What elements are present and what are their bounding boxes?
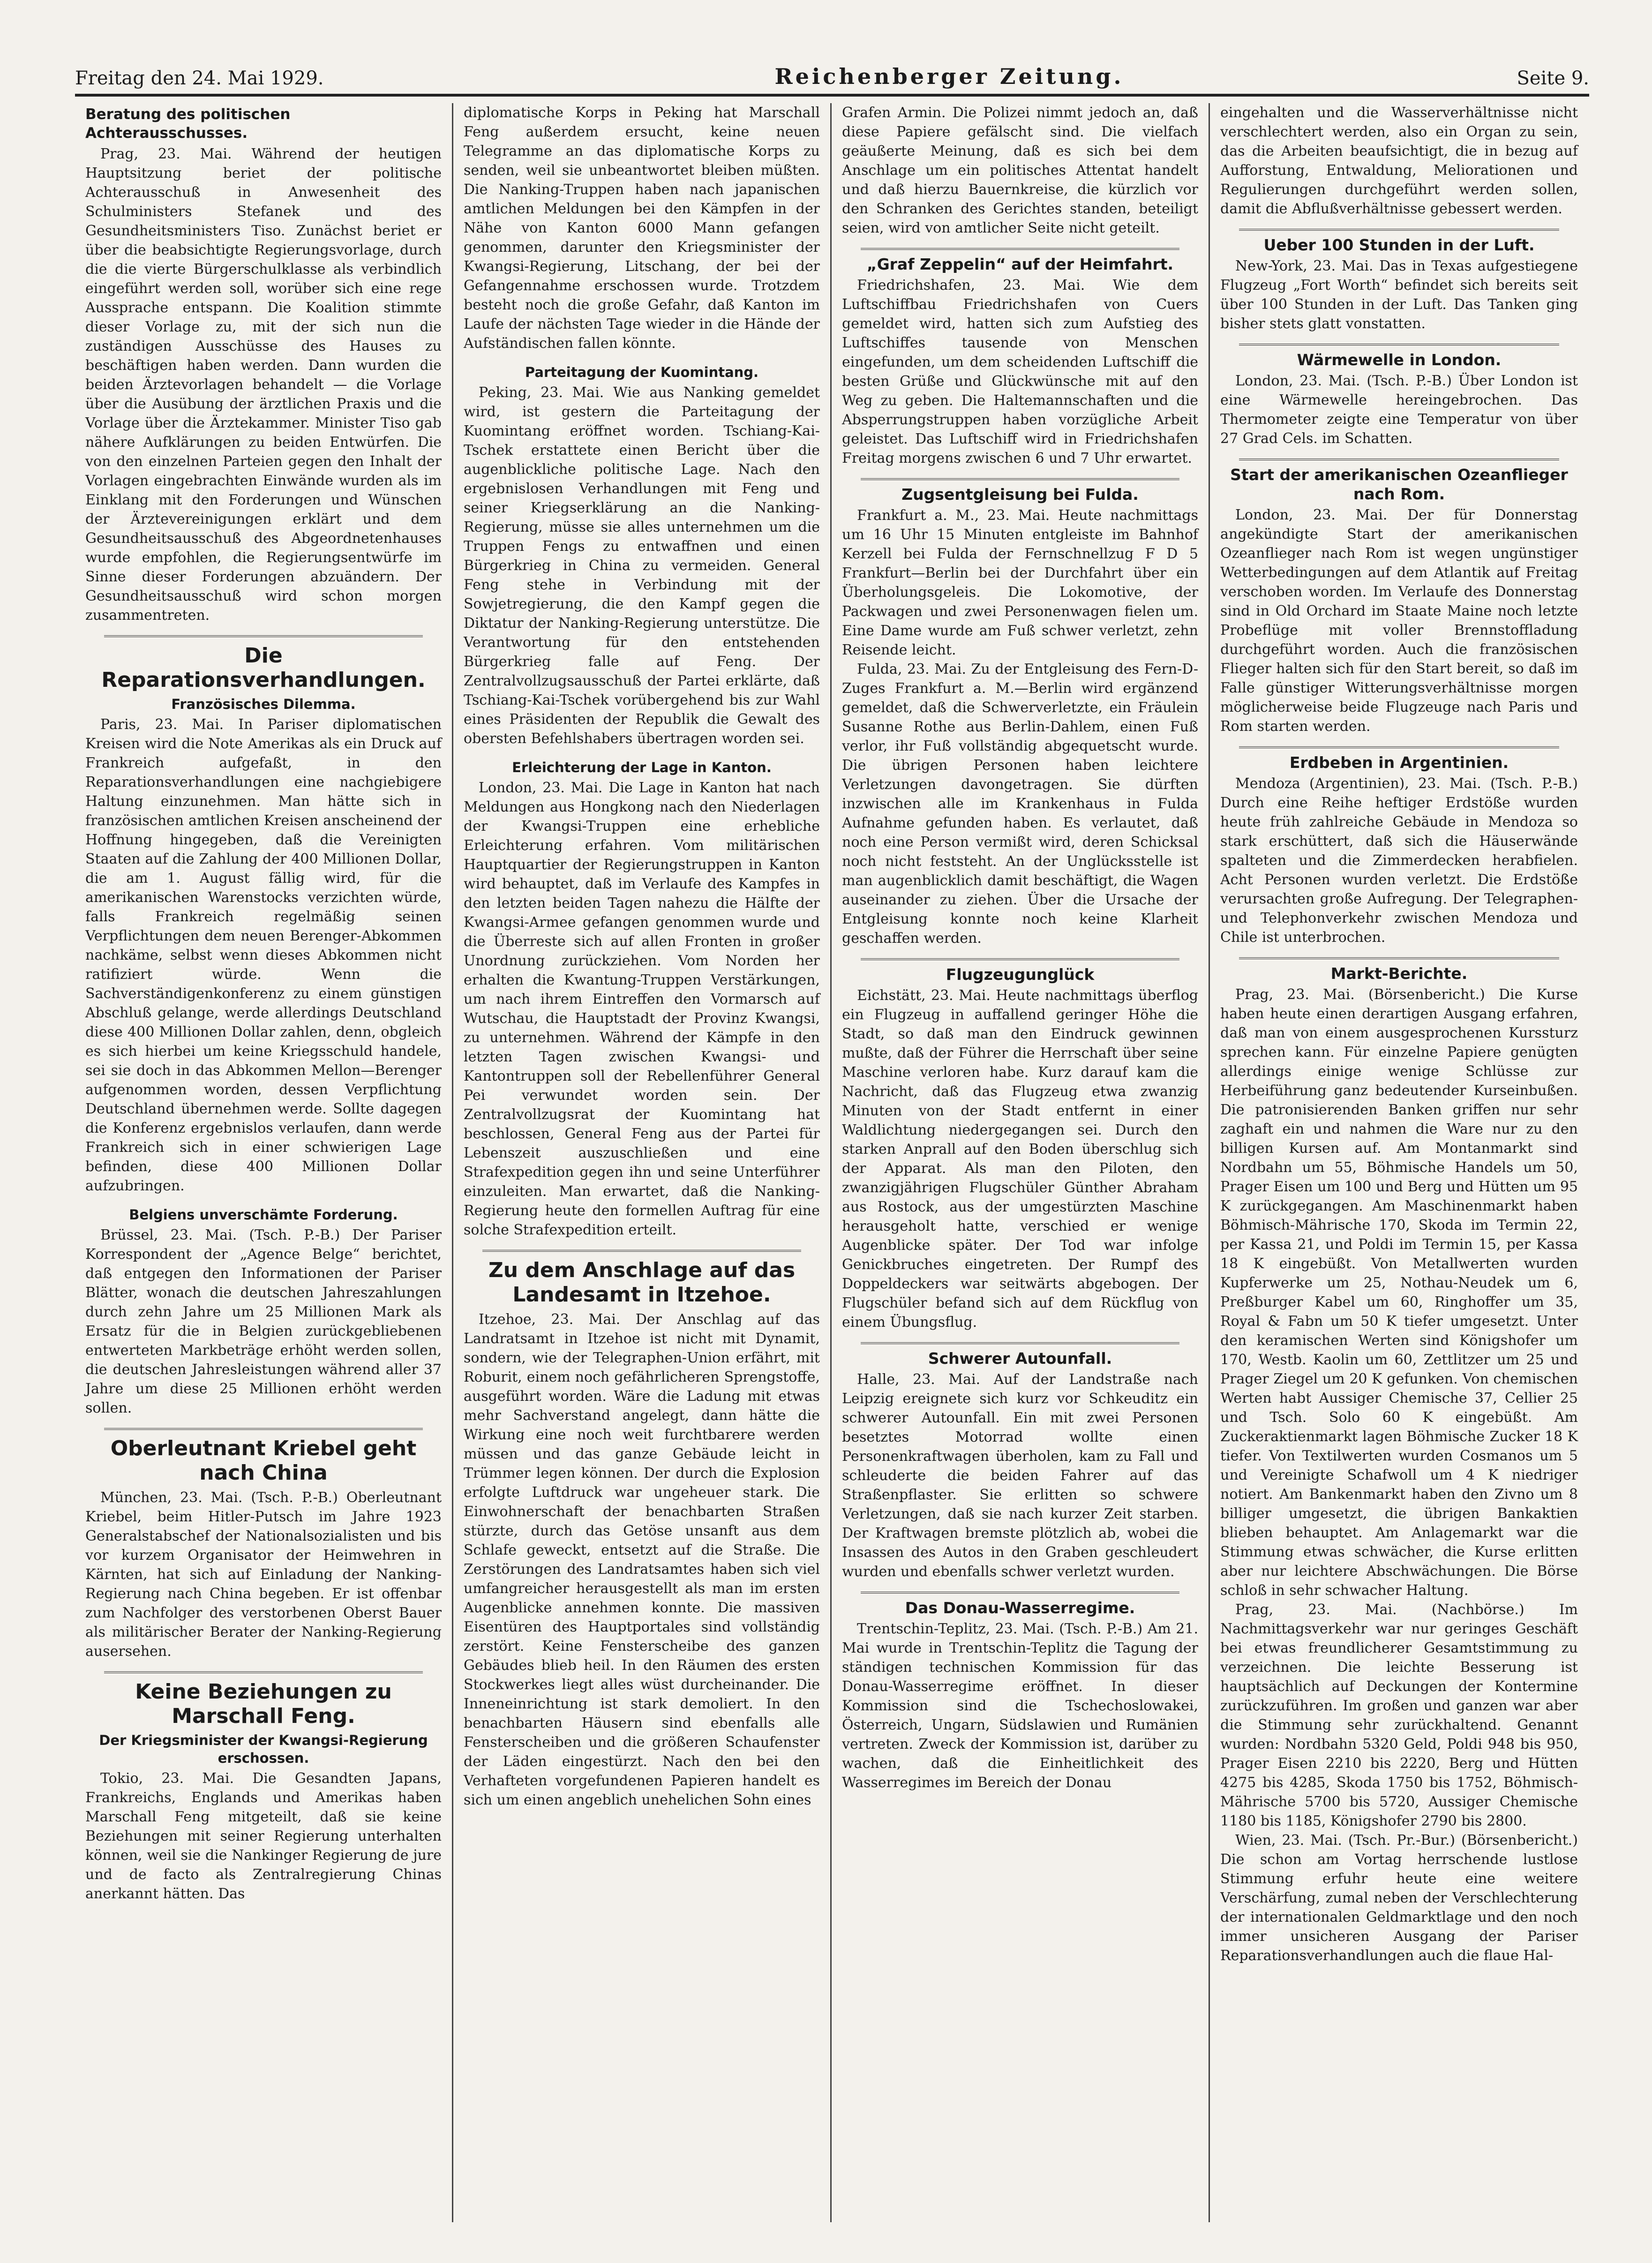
divider — [1239, 229, 1559, 231]
article-title: Schwerer Autounfall. — [928, 1349, 1112, 1368]
divider — [104, 1428, 423, 1430]
divider — [1239, 746, 1559, 748]
article-body: Tokio, 23. Mai. Die Gesandten Japans, Frankreichs, Englands und Amerikas haben Marschall Feng mitgeteilt, daß sie keine Beziehungen mit seiner Regierung unterhalten können, weil sie die Nankinger Regierung de jure und de facto als Zentralregierung Chinas anerkannt hätten. Das — [85, 1770, 442, 1902]
article-body: Frankfurt a. M., 23. Mai. Heute nachmittags um 16 Uhr 15 Minuten entgleiste im Bahnhof Kerzell bei Fulda der Fernschnellzug F D 5 Frankfurt—Berlin bei der Durchfahrt über ein Überholungsgeleis. Die Lokomotive, der Packwagen und zwei Personenwagen fielen um. Eine Dame wurde am Fuß schwer verletzt, zehn Reisende leicht. — [842, 507, 1198, 658]
article-body: Eichstätt, 23. Mai. Heute nachmittags überflog ein Flugzeug in auffallend geringer Höhe die Stadt, so daß man den Eindruck gewinnen mußte, daß der Führer die Herrschaft über seine Maschine verloren habe. Kurz darauf kam die Nachricht, daß das Flugzeug etwa zwanzig Minuten von der Stadt entfernt in einer Waldlichtung niedergegangen sei. Durch den starken Anprall auf den Boden überschlug sich der Apparat. Als man den Piloten, den zwanzigjährigen Flugschüler Günther Abraham aus Rostock, aus der umgestürzten Maschine herausgeholt hatte, verschied er wenige Augenblicke später. Der Tod war infolge Genickbruches eingetreten. Der Rumpf des Doppeldeckers war seitwärts abgebogen. Der Flugschüler befand sich auf dem Rückflug von einem Übungsflug. — [842, 987, 1198, 1331]
article — [842, 485, 1198, 948]
article-body: Itzehoe, 23. Mai. Der Anschlag auf das Landratsamt in Itzehoe ist nicht mit Dynamit, sondern, wie der Telegraphen-Union erfährt, mit Roburit, einem noch gefährlicheren Sprengstoffe, ausgeführt worden. Wäre die Ladung mit etwas mehr Sachverstand angelegt, dann hätte die Wirkung eine noch weit furchtbarere werden müssen und das ganze Gebäude leicht in Trümmer legen können. Der durch die Explosion erfolgte Luftdruck war ungeheuer stark. Die Einwohnerschaft der benachbarten Straßen stürzte, durch das Getöse unsanft aus dem Schlafe geweckt, entsetzt auf die Straße. Die Zerstörungen des Landratsamtes haben sich viel umfangreicher herausgestellt als man im ersten Augenblicke annehmen konnte. Die massiven Eisentüren des Hauptportales sind vollständig zerstört. Keine Fensterscheibe des ganzen Gebäudes blieb heil. In den Räumen des ersten Stockwerkes liegt alles wüst durcheinander. Die Inneneinrichtung ist stark demoliert. In den benachbarten Häusern sind ebenfalls alle Fensterscheiben und die größeren Schaufenster der Läden eingestürzt. Nach den bei den Verhafteten vorgefundenen Papieren handelt es sich um einen angeblich unehelichen Sohn eines — [464, 1311, 820, 1808]
article-title: Markt-Berichte. — [1330, 964, 1468, 983]
article — [85, 1680, 442, 1903]
column-4 — [1210, 103, 1588, 2222]
divider — [1239, 957, 1559, 959]
article-title: Wärmewelle in London. — [1297, 351, 1502, 369]
article — [842, 965, 1198, 1332]
column-3 — [832, 103, 1210, 2222]
article-title: Beratung des politischen Achterausschusses. — [85, 106, 291, 142]
article-body: eingehalten und die Wasserverhältnisse nicht verschlechtert werden, also ein Organ zu sein, das die Arbeiten beaufsichtigt, die in bezug auf Aufforstung, Entwaldung, Meliorationen und Regulierungen durchgeführt werden sollen, damit die Abflußverhältnisse gebessert werden. — [1220, 105, 1578, 217]
issue-date: Freitag den 24. Mai 1929. — [75, 68, 324, 89]
divider — [1239, 459, 1559, 460]
article-body: London, 23. Mai. Der für Donnerstag angekündigte Start der amerikanischen Ozeanflieger nach Rom ist wegen ungünstiger Wetterbedingungen auf dem Atlantik auf Freitag verschoben worden. Im Verlaufe des Donnerstag sind in Old Orchard im Staate Maine noch letzte Probeflüge mit voller Brennstoffladung durchgeführt worden. Auch die französischen Flieger halten sich für den Start bereit, so daß im Falle günstiger Witterungsverhältnisse morgen möglicherweise beide Flugzeuge nach Paris und Rom starten werden. — [1220, 507, 1578, 735]
article-body: Prag, 23. Mai. (Nachbörse.) Im Nachmittagsverkehr war nur geringes Geschäft bei etwas freundlicherer Gesamtstimmung zu verzeichnen. Die leichte Besserung ist hauptsächlich auf Deckungen der Kontermine zurückzuführen. Im großen und ganzen war aber die Stimmung sehr zurückhaltend. Genannt wurden: Nordbahn 5320 Geld, Poldi 948 bis 950, Prager Eisen 2210 bis 2220, Berg und Hütten 4275 bis 4285, Skoda 1750 bis 1752, Böhmisch-Mährische 5700 bis 5720, Aussiger Chemische 1180 bis 1185, Königshofer 2790 bis 2800. — [1220, 1601, 1578, 1829]
article-body: Mendoza (Argentinien), 23. Mai. (Tsch. P.-B.) Durch eine Reihe heftiger Erdstöße wurden heute früh zahlreiche Gebäude in Mendoza so stark erschüttert, daß sich die Häuserwände spalteten und die Zimmerdecken herabfielen. Acht Personen wurden verletzt. Die Erdstöße verursachten große Aufregung. Der Telegraphen- und Telephonverkehr zwischen Mendoza und Chile ist unterbrochen. — [1220, 775, 1578, 946]
article-title: Parteitagung der Kuomintang. — [525, 364, 759, 380]
article — [842, 1349, 1198, 1581]
divider — [104, 635, 423, 637]
article — [85, 644, 442, 1195]
divider — [861, 1592, 1179, 1594]
article-body: New-York, 23. Mai. Das in Texas aufgestiegene Flugzeug „Fort Worth“ befindet sich bereits seit über 100 Stunden in der Luft. Das Tanken ging bisher stets glatt vonstatten. — [1220, 258, 1578, 332]
article — [1220, 235, 1578, 333]
article-subtitle: Der Kriegsminister der Kwangsi-Regierung erschossen. — [99, 1732, 428, 1766]
divider — [1239, 344, 1559, 346]
divider — [482, 1250, 801, 1252]
article-title: Ueber 100 Stunden in der Luft. — [1263, 236, 1535, 254]
article — [464, 363, 820, 748]
divider — [861, 1342, 1179, 1344]
article-body: London, 23. Mai. (Tsch. P.-B.) Über London ist eine Wärmewelle hereingebrochen. Das Thermometer zeigte eine Temperatur von über 27 Grad Cels. im Schatten. — [1220, 373, 1578, 447]
article — [1220, 964, 1578, 1965]
article-body: Prag, 23. Mai. Während der heutigen Hauptsitzung beriet der politische Achterausschuß in Anwesenheit des Schulministers Stefanek und des Gesundheitsministers Tiso. Zunächst beriet er über die beabsichtigte Regierungsvorlage, durch die die vierte Bürgerschulklasse als verbindlich eingeführt werden soll, worüber sich eine rege Aussprache entspann. Die Koalition stimmte dieser Vorlage zu, mit der sich nun die zuständigen Ausschüsse des Hauses zu beschäftigen haben werden. Dann wurden die beiden Ärztevorlagen behandelt — die Vorlage über die Ausübung der ärztlichen Praxis und die Vorlage über die Ärztekammer. Minister Tiso gab nähere Aufklärungen zu beiden Entwürfen. Die von den einzelnen Parteien gegen den Inhalt der Vorlagen eingebrachten Einwände wurden als im Einklang mit den Forderungen und Wünschen der Ärztevereinigungen erklärt und dem Gesundheitsausschuß des Abgeordnetenhauses wurde empfohlen, die Regierungsentwürfe im Sinne dieser Forderungen abzuändern. Der Gesundheitsausschuß wird schon morgen zusammentreten. — [85, 146, 442, 624]
article-body: Fulda, 23. Mai. Zu der Entgleisung des Fern-D-Zuges Frankfurt a. M.—Berlin wird ergänzend gemeldet, daß die Schwerverletzte, ein Fräulein Susanne Rothe aus Berlin-Dahlem, einen Fuß verlor, ihr Fuß vollständig abgequetscht wurde. Die übrigen Personen haben leichtere Verletzungen davongetragen. Sie dürften inzwischen alle im Krankenhaus in Fulda Aufnahme gefunden haben. Es verlautet, daß noch eine Person vermißt wird, deren Schicksal noch nicht feststeht. An der Unglücksstelle ist man augenblicklich damit beschäftigt, die Wagen auseinander zu ziehen. Über die Ursache der Entgleisung konnte noch keine Klarheit geschaffen werden. — [842, 661, 1198, 947]
page-header — [75, 56, 1589, 97]
divider — [861, 478, 1179, 480]
article-body: Wien, 23. Mai. (Tsch. Pr.-Bur.) (Börsenbericht.) Die schon am Vortag herrschende lustlose Stimmung erfuhr heute eine weitere Verschärfung, zumal neben der Verschlechterung der internationalen Geldmarktlage und den noch immer unsicheren Ausgang der Pariser Reparationsverhandlungen auch die flaue Hal- — [1220, 1832, 1578, 1964]
columns — [75, 103, 1589, 2222]
article-body: Grafen Armin. Die Polizei nimmt jedoch an, daß diese Papiere gefälscht sind. Die vielfach geäußerte Meinung, daß es sich bei dem Anschlage um ein politisches Attentat handelt und daß hierzu Bauernkreise, die kürzlich vor den Schranken des Gerichtes standen, beteiligt seien, wird von amtlicher Seite nicht geteilt. — [842, 105, 1198, 236]
column-2 — [453, 103, 832, 2222]
article-body: Halle, 23. Mai. Auf der Landstraße nach Leipzig ereignete sich kurz vor Schkeuditz ein schwerer Autounfall. Ein mit zwei Personen besetztes Motorrad wollte einen Personenkraftwagen überholen, kam zu Fall und schleuderte die beiden Fahrer auf das Straßenpflaster. Sie erlitten so schwere Verletzungen, daß sie nach kurzer Zeit starben. Der Kraftwagen bremste plötzlich ab, wobei die Insassen des Autos in den Graben geschleudert wurden und ebenfalls schwer verletzt wurden. — [842, 1371, 1198, 1580]
article-title: Erleichterung der Lage in Kanton. — [512, 759, 772, 775]
article-continuation — [464, 103, 820, 353]
article-title: „Graf Zeppelin“ auf der Heimfahrt. — [866, 255, 1174, 273]
article-title: Oberleutnant Kriebel geht nach China — [110, 1436, 417, 1485]
article-body: Prag, 23. Mai. (Börsenbericht.) Die Kurse haben heute einen derartigen Ausgang erfahren, daß man von einem ausgesprochenen Kurssturz sprechen kann. Für einzelne Papiere genügten allerdings einige wenige Schlüsse zur Herbeiführung ganz bedeutender Kurseinbußen. Die patronisierenden Banken griffen nur sehr zaghaft ein und nahmen die Ware nur zu den billigen Kursen auf. Am Montanmarkt sind Nordbahn um 55, Böhmische Handels um 50, Prager Eisen um 100 und Berg und Hütten um 95 K zurückgegangen. Am Maschinenmarkt haben Böhmisch-Mährische 170, Skoda im Termin 22, per Kassa 21, und Poldi im Termin 15, per Kassa 18 K eingebüßt. Von Metallwerten wurden Kupferwerke um 25, Nothau-Neudek um 6, Preßburger Kabel um 60, Ringhoffer um 35, Royal & Fabn um 50 K tiefer umgesetzt. Unter den keramischen Werten sind Königshofer um 170, Westb. Kaolin um 60, Zettlitzer um 25 und Prager Ziegel um 20 K gefunken. Von chemischen Werten habt Aussiger Chemische 37, Cellier 25 und Tsch. Solo 60 K eingebüßt. Am Zuckeraktienmarkt lagen Böhmische Zucker 18 K tiefer. Von Textilwerten wurden Cosmanos um 5 und Vereinigte Schafwoll um 4 K niedriger notiert. Am Bankenmarkt haben den Zivno um 8 billiger umgesetzt, die übrigen Bankaktien blieben behauptet. Am Anlagemarkt war die Stimmung etwas schwächer, die Kurse erlitten aber nur leichtere Abschwächungen. Die Börse schloß in sehr schwacher Haltung. — [1220, 986, 1578, 1599]
article-body: London, 23. Mai. Die Lage in Kanton hat nach Meldungen aus Hongkong nach den Niederlagen der Kwangsi-Truppen eine erhebliche Erleichterung erfahren. Vom militärischen Hauptquartier der Regierungstruppen in Kanton wird behauptet, daß im Verlaufe des Kampfes in den letzten beiden Tagen nahezu die Hälfte der Kwangsi-Armee gefangen genommen wurde und die Überreste sich auf allen Fronten in großer Unordnung zurückziehen. Vom Norden her erhalten die Kwantung-Truppen Verstärkungen, um nach ihrem Eintreffen den Vormarsch auf Wutschau, die Hauptstadt der Provinz Kwangsi, zu unternehmen. Während der Kämpfe in den letzten Tagen zwischen Kwangsi- und Kantontruppen soll der Rebellenführer General Pei verwundet worden sein. Der Zentralvollzugsrat der Kuomintang hat beschlossen, General Feng aus der Partei für Lebenszeit auszuschließen und eine Strafexpedition gegen ihn und seine Unterführer einzuleiten. Man erwartet, daß die Nanking-Regierung heute den formellen Auftrag für eine solche Strafexpedition erteilt. — [464, 780, 820, 1238]
article — [85, 1206, 442, 1418]
article-continuation — [1220, 103, 1578, 218]
column-1 — [75, 103, 453, 2222]
article — [464, 759, 820, 1240]
article — [464, 1258, 820, 1810]
article-title: Erdbeben in Argentinien. — [1289, 753, 1509, 772]
article — [1220, 753, 1578, 947]
divider — [104, 1671, 423, 1673]
article-title: Zugsentgleisung bei Fulda. — [901, 485, 1139, 504]
newspaper-title: Reichenberger Zeitung. — [774, 64, 1124, 89]
page-number: Seite 9. — [1517, 68, 1589, 89]
article-body: München, 23. Mai. (Tsch. P.-B.) Oberleutnant Kriebel, beim Hitler-Putsch im Jahre 1923 Generalstabschef der Nationalsozialisten und bis vor kurzem Organisator der Heimwehren in Kärnten, hat sich auf Einladung der Nanking-Regierung nach China begeben. Er ist offenbar zum Nachfolger des verstorbenen Oberst Bauer als militärischer Berater der Nanking-Regierung ausersehen. — [85, 1489, 442, 1660]
article-title: Zu dem Anschlage auf das Landesamt in Itzehoe. — [488, 1258, 796, 1307]
article-body: Peking, 23. Mai. Wie aus Nanking gemeldet wird, ist gestern die Parteitagung der Kuomintang eröffnet worden. Tschiang-Kai-Tschek erstattete einen Bericht über die augenblickliche politische Lage. Nach den ergebnislosen Verhandlungen mit Feng und seiner Kriegserklärung an die Nanking-Regierung, müsse sie alles unternehmen um die Truppen Fengs zu entwaffnen und einen Bürgerkrieg in China zu vermeiden. General Feng stehe in Verbindung mit der Sowjetregierung, die den Kampf gegen die Diktatur der Nanking-Regierung unterstütze. Die Verantwortung für den entstehenden Bürgerkrieg falle auf Feng. Der Zentralvollzugsausschuß der Partei erklärte, daß Tschiang-Kai-Tschek vorübergehend bis zur Wahl eines Präsidenten der Republik die Gewalt des obersten Befehlshabers übertragen worden sei. — [464, 384, 820, 747]
article-title: Die Reparationsverhandlungen. — [101, 644, 426, 692]
divider — [861, 958, 1179, 960]
article-title: Keine Beziehungen zu Marschall Feng. — [135, 1680, 392, 1728]
divider — [861, 248, 1179, 250]
article-body: diplomatische Korps in Peking hat Marschall Feng außerdem ersucht, keine neuen Telegramme an das diplomatische Korps zu senden, weil sie unbeantwortet bleiben müßten. Die Nanking-Truppen haben nach japanischen amtlichen Meldungen bei den Kämpfen in der Nähe von Kanton 6000 Mann gefangen genommen, darunter den Kriegsminister der Kwangsi-Regierung, Litschang, der bei der Gefangennahme erschossen wurde. Trotzdem besteht noch die große Gefahr, daß Kanton im Laufe der nächsten Tage wieder in die Hände der Aufständischen fallen könnte. — [464, 105, 820, 352]
article — [85, 105, 442, 625]
article-title: Start der amerikanischen Ozeanflieger nach Rom. — [1230, 466, 1568, 503]
article — [1220, 465, 1578, 736]
article — [842, 255, 1198, 468]
article-title: Flugzeugunglück — [946, 965, 1095, 984]
article-subtitle: Französisches Dilemma. — [171, 696, 356, 712]
article-body: Brüssel, 23. Mai. (Tsch. P.-B.) Der Pariser Korrespondent der „Agence Belge“ berichtet, daß entgegen den Informationen der Pariser Blätter, wonach die deutschen Jahreszahlungen durch zehn Jahre um 25 Millionen Mark als Ersatz für die in Belgien zurückgebliebenen entwerteten Markbeträge erhöht werden sollen, die deutschen Jahresleistungen während aller 37 Jahre um diese 25 Millionen erhöht werden sollen. — [85, 1227, 442, 1416]
article — [85, 1436, 442, 1661]
article — [842, 1598, 1198, 1792]
article-continuation — [842, 103, 1198, 238]
article — [1220, 350, 1578, 448]
article-body: Paris, 23. Mai. In Pariser diplomatischen Kreisen wird die Note Amerikas als ein Druck auf Frankreich aufgefaßt, in den Reparationsverhandlungen eine nachgiebigere Haltung einzunehmen. Man hätte sich in französischen amtlichen Kreisen anscheinend der Hoffnung hingegeben, daß die Vereinigten Staaten auf die Zahlung der 400 Millionen Dollar, die am 1. August fällig wird, für die amerikanischen Warenstocks verzichten würde, falls Frankreich regelmäßig seinen Verpflichtungen dem neuen Berenger-Abkommen nachkäme, selbst wenn dieses Abkommen nicht ratifiziert würde. Wenn die Sachverständigenkonferenz zu einem günstigen Abschluß gelange, werde allerdings Deutschland diese 400 Millionen Dollar zahlen, denn, obgleich es sich hierbei um keine Kriegsschuld handele, sei sie doch in das Abkommen Mellon—Berenger aufgenommen worden, dessen Verpflichtung Deutschland übernehmen werde. Sollte dagegen die Konferenz ergebnislos verlaufen, dann werde Frankreich sich in einer schwierigen Lage befinden, diese 400 Millionen Dollar aufzubringen. — [85, 716, 442, 1194]
article-body: Trentschin-Teplitz, 23. Mai. (Tsch. P.-B.) Am 21. Mai wurde in Trentschin-Teplitz die Tagung der ständigen technischen Kommission für das Donau-Wasserregime eröffnet. In dieser Kommission sind die Tschechoslowakei, Österreich, Ungarn, Südslawien und Rumänien vertreten. Zweck der Kommission ist, darüber zu wachen, daß die Einheitlichkeit des Wasserregimes im Bereich der Donau — [842, 1621, 1198, 1791]
article-body: Friedrichshafen, 23. Mai. Wie dem Luftschiffbau Friedrichshafen von Cuers gemeldet wird, hatten sich zum Aufstieg des Luftschiffes tausende von Menschen eingefunden, um dem scheidenden Luftschiff die besten Grüße und Glückwünsche mit auf den Weg zu geben. Die Haltemannschaften und die Absperrungstruppen haben vorzügliche Arbeit geleistet. Das Luftschiff wird in Friedrichshafen Freitag morgens zwischen 6 und 7 Uhr erwartet. — [842, 277, 1198, 466]
article-title: Das Donau-Wasserregime. — [905, 1599, 1135, 1617]
article-title: Belgiens unverschämte Forderung. — [129, 1207, 398, 1223]
